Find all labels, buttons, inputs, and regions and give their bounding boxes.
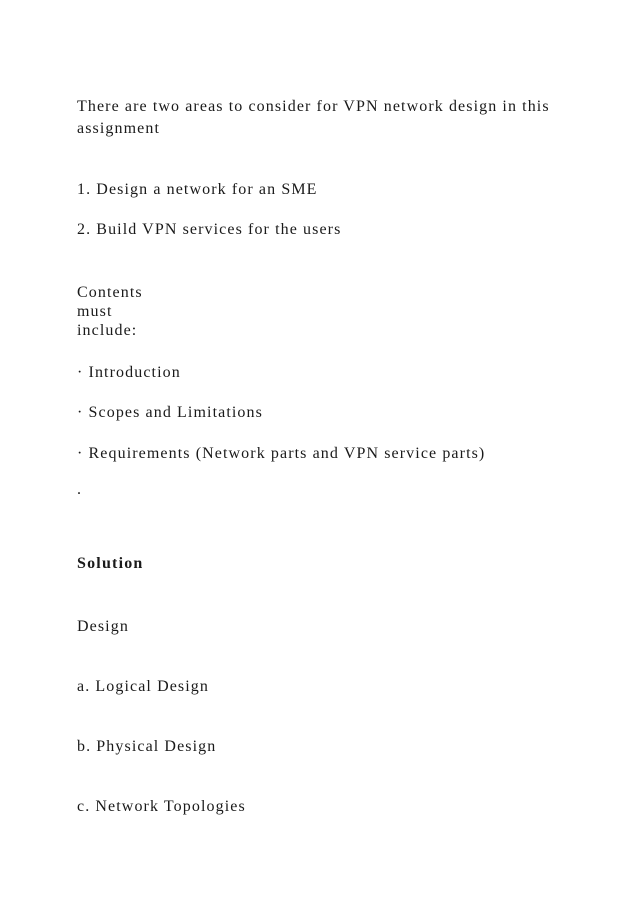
contents-heading-line-2: must xyxy=(77,303,113,320)
task-item-2: 2. Build VPN services for the users xyxy=(77,221,342,238)
intro-line-2: assignment xyxy=(77,120,160,137)
contents-heading-line-1: Contents xyxy=(77,284,143,301)
contents-item-empty: . xyxy=(77,481,83,498)
contents-item-requirements: · Requirements (Network parts and VPN service parts) xyxy=(77,445,486,462)
design-item-physical: b. Physical Design xyxy=(77,738,217,755)
design-item-logical: a. Logical Design xyxy=(77,678,209,695)
task-item-1: 1. Design a network for an SME xyxy=(77,181,318,198)
design-label: Design xyxy=(77,618,129,635)
contents-item-introduction: · Introduction xyxy=(77,364,181,381)
intro-line-1: There are two areas to consider for VPN network design in this xyxy=(77,98,550,115)
design-item-topologies: c. Network Topologies xyxy=(77,798,246,815)
contents-heading-line-3: include: xyxy=(77,322,138,339)
solution-heading: Solution xyxy=(77,555,144,572)
contents-item-scopes: · Scopes and Limitations xyxy=(77,404,263,421)
